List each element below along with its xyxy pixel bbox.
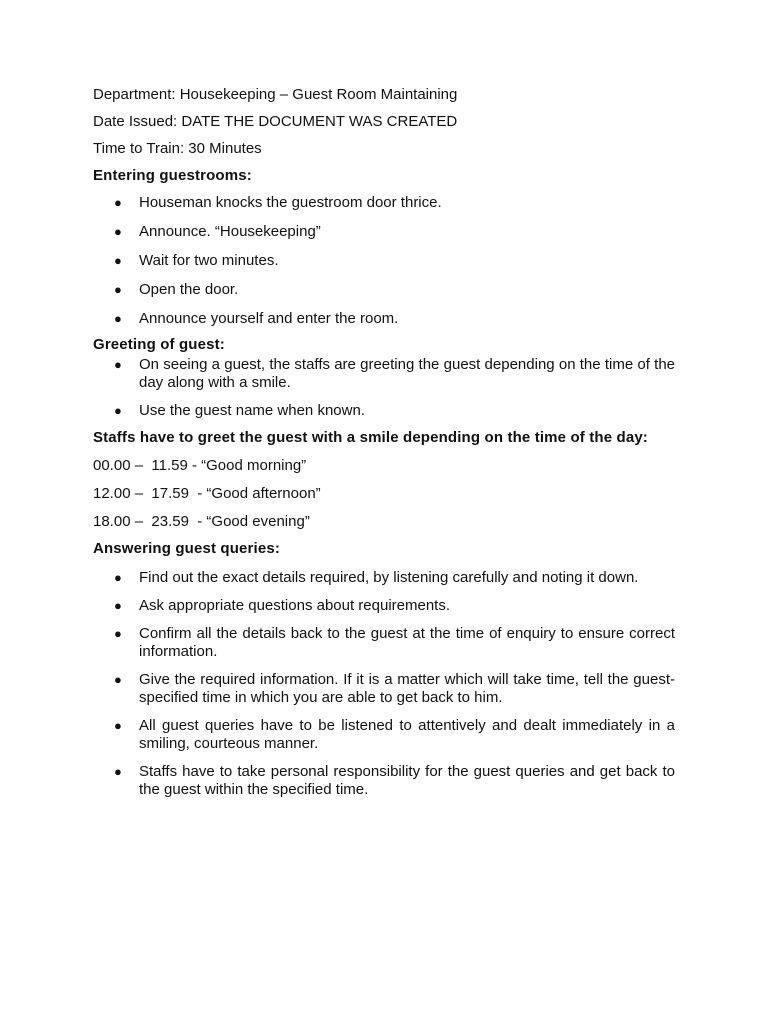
greet-time-row: 12.00 – 17.59 - “Good afternoon” [93,485,321,502]
queries-heading: Answering guest queries: [93,540,280,557]
bullet-icon: ● [114,311,122,326]
bullet-icon: ● [114,195,122,210]
time-to-train-line: Time to Train: 30 Minutes [93,140,262,157]
queries-list [93,569,675,799]
bullet-icon: ● [114,253,122,268]
document-page [93,86,675,809]
greet-time-row: 18.00 – 23.59 - “Good evening” [93,513,310,530]
bullet-icon: ● [114,626,122,641]
bullet-icon: ● [114,764,122,779]
list-item: ● Open the door. [114,281,239,298]
list-item: ● Announce yourself and enter the room. [114,310,399,327]
list-item: ● Announce. “Housekeeping” [114,223,321,240]
bullet-icon: ● [114,570,122,585]
greeting-list [93,356,675,420]
list-item: ● Give the required information. If it is a matter which will take time, tell the guest-specified time in which you are able to get back to him. [114,671,675,706]
bullet-icon: ● [114,357,122,372]
entering-list [93,194,675,328]
greeting-heading: Greeting of guest: [93,336,225,353]
list-item: ● All guest queries have to be listened to attentively and dealt immediately in a smiling, courteous manner. [114,717,675,752]
list-item: ● Find out the exact details required, by listening carefully and noting it down. [114,569,639,586]
bullet-icon: ● [114,598,122,613]
department-line: Department: Housekeeping – Guest Room Maintaining [93,86,458,103]
entering-heading: Entering guestrooms: [93,167,252,184]
list-item: ● Ask appropriate questions about requirements. [114,597,451,614]
list-item: ● On seeing a guest, the staffs are greeting the guest depending on the time of the day along with a smile. [114,356,675,391]
date-issued-line: Date Issued: DATE THE DOCUMENT WAS CREATED [93,113,458,130]
list-item: ● Wait for two minutes. [114,252,279,269]
greet-time-heading: Staffs have to greet the guest with a smile depending on the time of the day: [93,429,648,446]
bullet-icon: ● [114,403,122,418]
list-item: ● Houseman knocks the guestroom door thrice. [114,194,442,211]
greet-time-row: 00.00 – 11.59 - “Good morning” [93,457,307,474]
bullet-icon: ● [114,672,122,687]
bullet-icon: ● [114,224,122,239]
bullet-icon: ● [114,718,122,733]
list-item: ● Confirm all the details back to the guest at the time of enquiry to ensure correct information. [114,625,675,660]
list-item: ● Use the guest name when known. [114,402,365,419]
list-item: ● Staffs have to take personal responsibility for the guest queries and get back to the guest within the specified time. [114,763,675,798]
bullet-icon: ● [114,282,122,297]
